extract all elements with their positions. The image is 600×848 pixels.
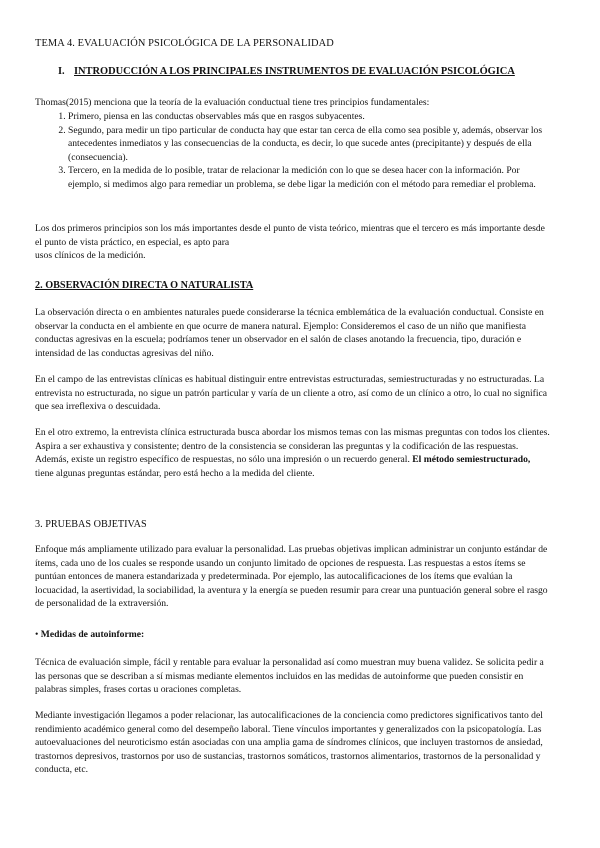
principle-item: 3. Tercero, en la medida de lo posible, tratar de relacionar la medición con lo que se desea hacer con la información. Por ejemplo, si medimos algo para remediar un problema, se debe ligar la medición con el método para remediar el problema. <box>68 164 550 191</box>
section-2-heading: 2. OBSERVACIÓN DIRECTA O NATURALISTA <box>35 280 254 291</box>
section-3-heading: 3. PRUEBAS OBJETIVAS <box>35 519 147 530</box>
section-1-intro: Thomas(2015) menciona que la teoría de la evaluación conductual tiene tres principios fundamentales: <box>35 97 430 108</box>
section-3-paragraph-1: Enfoque más ampliamente utilizado para evaluar la personalidad. Las pruebas objetivas implican administrar un conjunto estándar de ítems, cada uno de los cuales se responde usando un conjunto limitado de opciones de respuesta. Las respuestas a estos ítems se puntúan entonces de manera estandarizada y predeterminada. Por ejemplo, las autocalificaciones de los ítems que evalúan la locuacidad, la asertividad, la sociabilidad, la aventura y la energía se pueden resumir para crear una puntuación general sobre el rasgo de personalidad de la extraversión. <box>35 544 548 610</box>
section-1-closing-line-1: Los dos primeros principios son los más importantes desde el punto de vista teórico, mientras que el tercero es más importante desde el punto de vista práctico, en especial, es apto para <box>35 223 545 248</box>
section-1-heading-text: INTRODUCCIÓN A LOS PRINCIPALES INSTRUMENTOS DE EVALUACIÓN PSICOLÓGICA <box>74 66 515 77</box>
section-1-closing <box>35 222 550 263</box>
principles-list <box>35 110 550 192</box>
section-2-paragraph-1: La observación directa o en ambientes naturales puede considerarse la técnica emblemática de la evaluación conductual. Consiste en observar la conducta en el ambiente en que ocurre de manera natural. Ejemplo: Consideremos el caso de un niño que manifiesta conductas agresivas en la escuela; podríamos tener un observador en el salón de clases anotando la frecuencia, tipo, duración e intensidad de las conductas agresivas del niño. <box>35 307 544 359</box>
section-3-paragraph-2: Técnica de evaluación simple, fácil y rentable para evaluar la personalidad así como muestran muy buena validez. Se solicita pedir a las personas que se describan a sí mismas mediante elementos incluidos en las medidas de autoinforme que pueden consistir en palabras simples, frases cortas u oraciones completas. <box>35 657 544 696</box>
self-report-heading <box>35 628 550 642</box>
paragraph-text: tiene algunas preguntas estándar, pero está hecho a la medida del cliente. <box>35 467 315 479</box>
section-2-paragraph-3 <box>35 426 550 480</box>
principle-item: 1. Primero, piensa en las conductas observables más que en rasgos subyacentes. <box>68 110 550 124</box>
section-3-paragraph-3: Mediante investigación llegamos a poder relacionar, las autocalificaciones de la conciencia como predictores significativos tanto del rendimiento académico general como del desempeño laboral. Tiene vínculos importantes y generalizados con la psicopatología. Las autoevaluaciones del neuroticismo están asociadas con una amplia gama de síndromes clínicos, que incluyen trastornos de ansiedad, trastornos depresivos, trastornos por uso de sustancias, trastornos somáticos, trastornos alimentarios, trastornos de la personalidad y conducta, etc. <box>35 710 543 776</box>
bullet-icon: • <box>35 629 39 640</box>
document-title: TEMA 4. EVALUACIÓN PSICOLÓGICA DE LA PERSONALIDAD <box>35 38 334 49</box>
section-2-paragraph-2: En el campo de las entrevistas clínicas es habitual distinguir entre entrevistas estructuradas, semiestructuradas y no estructuradas. La entrevista no estructurada, no sigue un patrón particular y varía de un cliente a otro, así como de un clínico a otro, lo cual no significa que sea irreflexiva o descuidada. <box>35 374 548 413</box>
paragraph-text: En el otro extremo, la entrevista clínica estructurada busca abordar los mismos temas con las mismas preguntas con todos los clientes. Aspira a ser exhaustiva y consistente; dentro de la consistencia se consideran las preguntas y la codificación de las respuestas. Además, existe un registro específico de respuestas, no sólo una impresión o un recuerdo general. <box>35 427 550 466</box>
section-1-closing-line-2: usos clínicos de la medición. <box>35 250 146 262</box>
principle-item: 2. Segundo, para medir un tipo particular de conducta hay que estar tan cerca de ella como sea posible y, además, observar los antecedentes inmediatos y las consecuencias de la conducta, es decir, lo que sucede antes (precipitante) y después de ella (consecuencia). <box>68 124 550 165</box>
semistructured-method-term: El método semiestructurado, <box>412 454 531 466</box>
section-1-number: I. <box>58 66 65 77</box>
section-1-heading <box>58 65 558 79</box>
self-report-heading-text: Medidas de autoinforme: <box>40 629 145 640</box>
